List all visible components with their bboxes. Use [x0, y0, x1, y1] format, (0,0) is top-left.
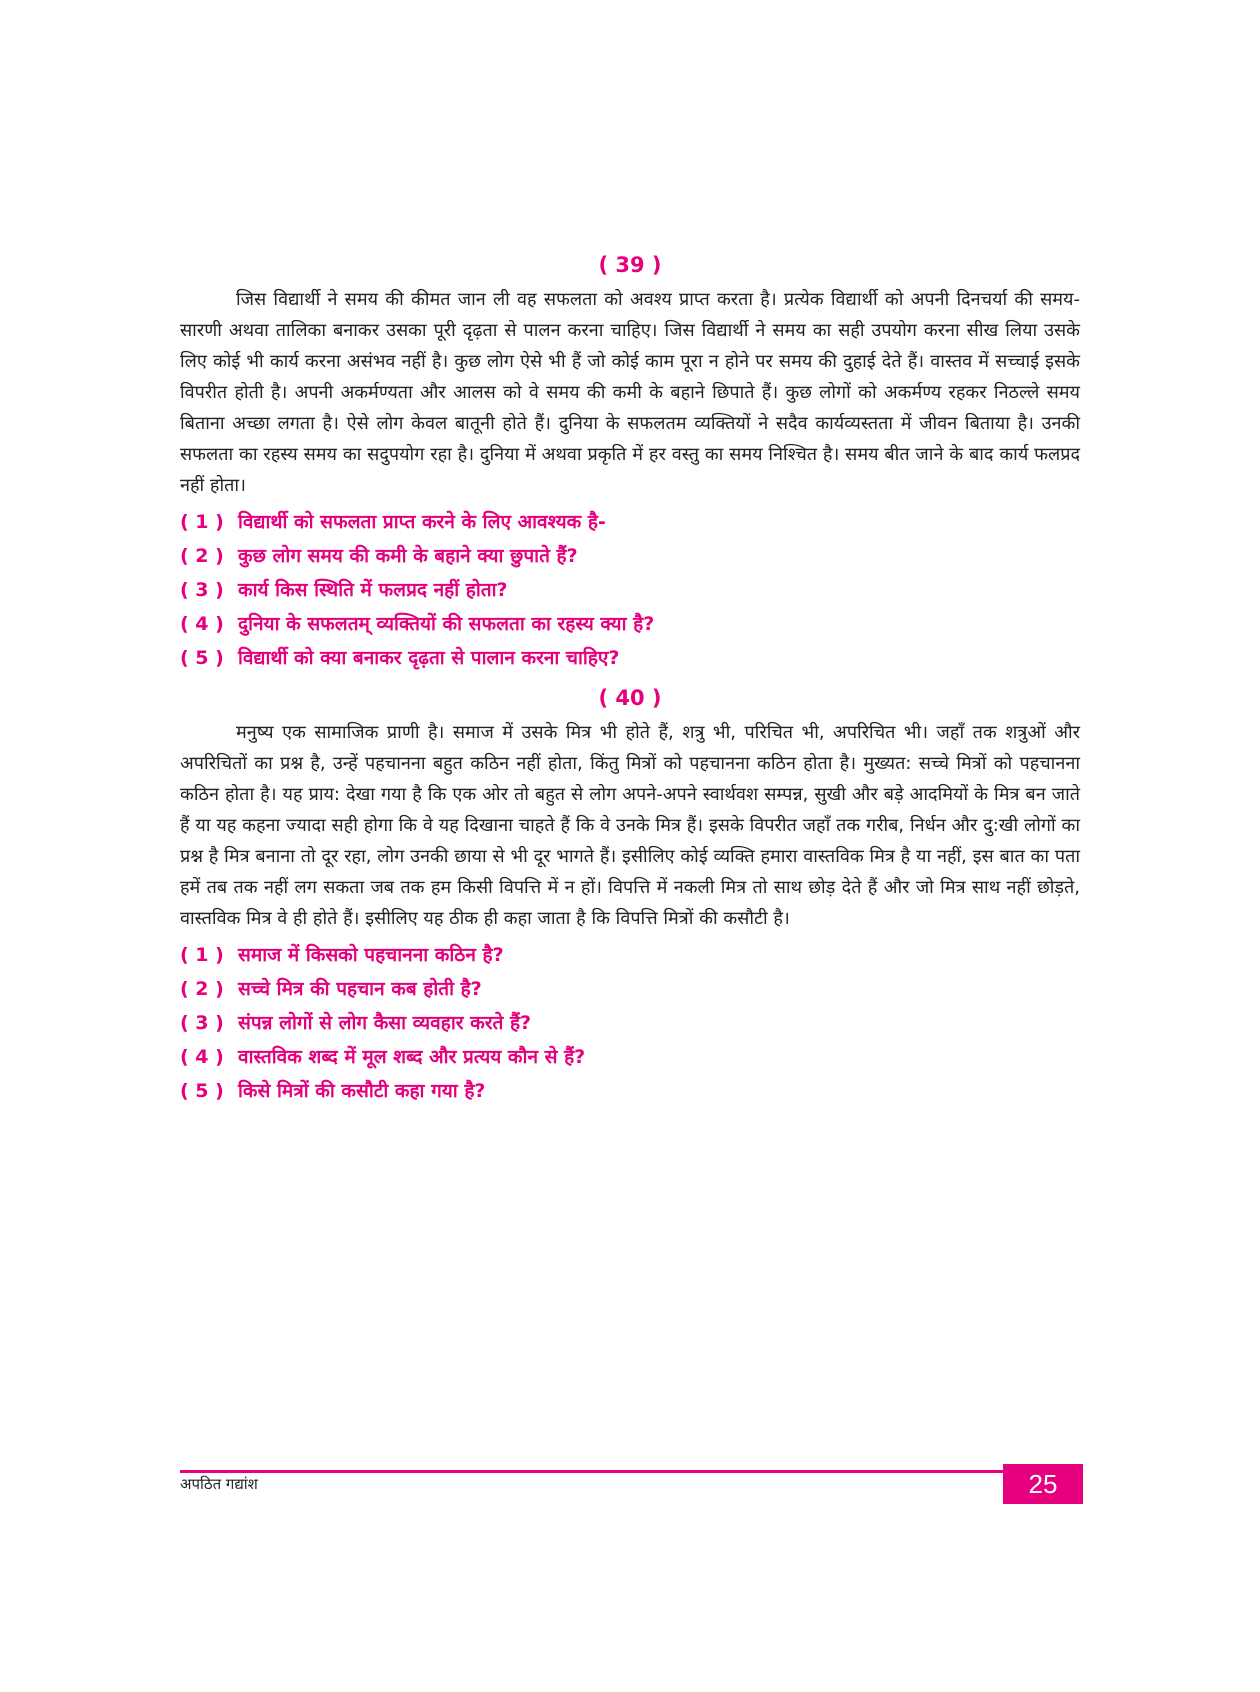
question-number: ( 5 ) — [180, 647, 224, 669]
question-number: ( 1 ) — [180, 511, 224, 533]
question-item — [180, 1074, 1080, 1108]
question-item — [180, 539, 1080, 573]
page-number-badge: 25 — [1003, 1464, 1083, 1504]
question-number: ( 5 ) — [180, 1080, 224, 1102]
section-number: ( 40 ) — [598, 686, 662, 710]
question-number: ( 3 ) — [180, 1012, 224, 1034]
question-item — [180, 607, 1080, 641]
question-number: ( 2 ) — [180, 978, 224, 1000]
question-text: कार्य किस स्थिति में फलप्रद नहीं होता? — [238, 579, 508, 601]
question-text: संपन्न लोगों से लोग कैसा व्यवहार करते हैं? — [238, 1012, 532, 1034]
question-number: ( 3 ) — [180, 579, 224, 601]
passage-text: मनुष्य एक सामाजिक प्राणी है। समाज में उसके मित्र भी होते हैं, शत्रु भी, परिचित भी, अपरिचित भी। जहाँ तक शत्रुओं और अपरिचितों का प्रश्न है, उन्हें पहचानना बहुत कठिन नहीं होता, किंतु मित्रों को पहचानना कठिन होता है। मुख्यत: सच्चे मित्रों को पहचानना कठिन होता है। यह प्राय: देखा गया है कि एक ओर तो बहुत से लोग अपने-अपने स्वार्थवश सम्पन्न, सुखी और बड़े आदमियों के मित्र बन जाते हैं या यह कहना ज्यादा सही होगा कि वे यह दिखाना चाहते हैं कि वे उनके मित्र हैं। इसके विपरीत जहाँ तक गरीब, निर्धन और दु:खी लोगों का प्रश्न है मित्र बनाना तो दूर रहा, लोग उनकी छाया से भी दूर भागते हैं। इसीलिए कोई व्यक्ति हमारा वास्तविक मित्र है या नहीं, इस बात का पता हमें तब तक नहीं लग सकता जब तक हम किसी विपत्ति में न हों। विपत्ति में नकली मित्र तो साथ छोड़ देते हैं और जो मित्र साथ नहीं छोड़ते, वास्तविक मित्र वे ही होते हैं। इसीलिए यह ठीक ही कहा जाता है कि विपत्ति मित्रों की कसौटी है। — [180, 722, 1081, 929]
page-content — [180, 250, 1080, 1116]
question-item — [180, 1040, 1080, 1074]
footer-chapter-title: अपठित गद्यांश — [180, 1475, 258, 1493]
question-text: विद्यार्थी को क्या बनाकर दृढ़ता से पालान करना चाहिए? — [238, 647, 620, 669]
passage-text: जिस विद्यार्थी ने समय की कीमत जान ली वह सफलता को अवश्य प्राप्त करता है। प्रत्येक विद्यार्थी को अपनी दिनचर्या की समय-सारणी अथवा तालिका बनाकर उसका पूरी दृढ़ता से पालन करना चाहिए। जिस विद्यार्थी ने समय का सही उपयोग करना सीख लिया उसके लिए कोई भी कार्य करना असंभव नहीं है। कुछ लोग ऐसे भी हैं जो कोई काम पूरा न होने पर समय की दुहाई देते हैं। वास्तव में सच्चाई इसके विपरीत होती है। अपनी अकर्मण्यता और आलस को वे समय की कमी के बहाने छिपाते हैं। कुछ लोगों को अकर्मण्य रहकर निठल्ले समय बिताना अच्छा लगता है। ऐसे लोग केवल बातूनी होते हैं। दुनिया के सफलतम व्यक्तियों ने सदैव कार्यव्यस्तता में जीवन बिताया है। उनकी सफलता का रहस्य समय का सदुपयोग रहा है। दुनिया में अथवा प्रकृति में हर वस्तु का समय निश्चित है। समय बीत जाने के बाद कार्य फलप्रद नहीं होता। — [180, 289, 1080, 496]
question-item — [180, 938, 1080, 972]
question-number: ( 4 ) — [180, 613, 224, 635]
question-list — [180, 938, 1080, 1108]
question-number: ( 1 ) — [180, 944, 224, 966]
question-text: सच्चे मित्र की पहचान कब होती है? — [238, 978, 482, 1000]
footer-divider — [180, 1470, 1003, 1473]
question-item — [180, 505, 1080, 539]
question-text: विद्यार्थी को सफलता प्राप्त करने के लिए आवश्यक है- — [238, 511, 606, 533]
passage-section-39 — [180, 250, 1080, 675]
question-number: ( 2 ) — [180, 545, 224, 567]
question-text: किसे मित्रों की कसौटी कहा गया है? — [238, 1080, 486, 1102]
question-text: दुनिया के सफलतम् व्यक्तियों की सफलता का रहस्य क्या है? — [238, 613, 655, 635]
question-number: ( 4 ) — [180, 1046, 224, 1068]
question-item — [180, 641, 1080, 675]
question-item — [180, 573, 1080, 607]
question-text: समाज में किसको पहचानना कठिन है? — [238, 944, 504, 966]
section-number: ( 39 ) — [598, 253, 662, 277]
question-item — [180, 972, 1080, 1006]
question-list — [180, 505, 1080, 675]
question-text: कुछ लोग समय की कमी के बहाने क्या छुपाते हैं? — [238, 545, 578, 567]
passage-section-40 — [180, 683, 1080, 1108]
page-footer — [180, 1470, 1083, 1514]
question-text: वास्तविक शब्द में मूल शब्द और प्रत्यय कौन से हैं? — [238, 1046, 586, 1068]
question-item — [180, 1006, 1080, 1040]
